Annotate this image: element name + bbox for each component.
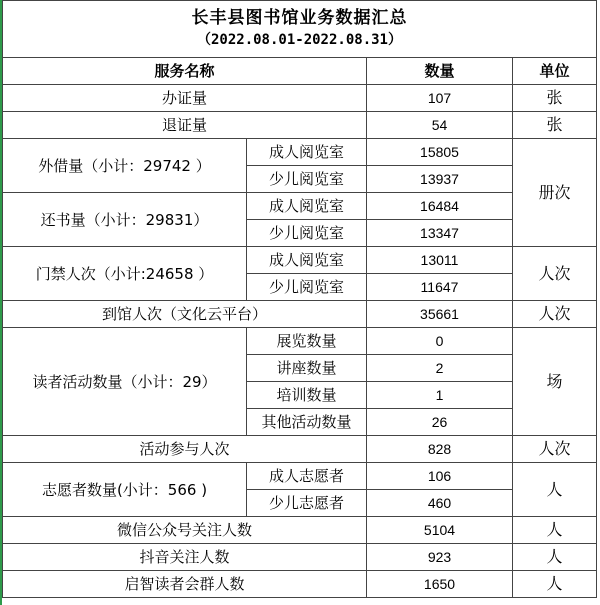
row-label: 退证量 [3,112,367,139]
row-value: 13937 [367,166,513,193]
sub-label: 少儿阅览室 [247,166,367,193]
page-title: 长丰县图书馆业务数据汇总 [191,8,408,28]
row-value: 26 [367,409,513,436]
row-value: 828 [367,436,513,463]
row-label: 到馆人次（文化云平台） [3,301,367,328]
group-label: 读者活动数量（小计：29） [3,328,247,436]
row-value: 11647 [367,274,513,301]
row-value: 35661 [367,301,513,328]
row-value: 13011 [367,247,513,274]
header-name: 服务名称 [3,58,367,85]
table-row [3,463,597,490]
sub-label: 成人阅览室 [247,247,367,274]
row-value: 5104 [367,517,513,544]
group-unit: 场 [513,328,597,436]
row-value: 13347 [367,220,513,247]
group-label: 外借量（小计：29742 ） [3,139,247,193]
table-row [3,328,597,355]
table-row [3,436,597,463]
group-label: 还书量（小计：29831） [3,193,247,247]
row-value: 16484 [367,193,513,220]
title-cell [3,1,597,58]
sub-label: 成人阅览室 [247,139,367,166]
sub-label: 成人阅览室 [247,193,367,220]
row-value: 460 [367,490,513,517]
sub-label: 少儿志愿者 [247,490,367,517]
table-row [3,517,597,544]
row-value: 923 [367,544,513,571]
table-row [3,193,597,220]
table-row [3,301,597,328]
group-label: 门禁人次（小计:24658 ） [3,247,247,301]
table-row [3,85,597,112]
group-unit: 人次 [513,247,597,301]
group-unit: 人 [513,463,597,517]
sub-label: 少儿阅览室 [247,220,367,247]
table-row [3,139,597,166]
period-subtitle: （2022.08.01-2022.08.31） [196,32,402,48]
row-value: 0 [367,328,513,355]
row-unit: 张 [513,85,597,112]
sub-label: 展览数量 [247,328,367,355]
row-unit: 人次 [513,301,597,328]
sub-label: 讲座数量 [247,355,367,382]
row-unit: 人次 [513,436,597,463]
row-label: 启智读者会群人数 [3,571,367,598]
row-value: 1 [367,382,513,409]
row-unit: 人 [513,517,597,544]
table-row [3,544,597,571]
table-row [3,571,597,598]
header-row [3,58,597,85]
group-unit: 册次 [513,139,597,247]
row-unit: 人 [513,544,597,571]
row-value: 1650 [367,571,513,598]
table-row [3,247,597,274]
sub-label: 培训数量 [247,382,367,409]
row-label: 微信公众号关注人数 [3,517,367,544]
summary-table [2,0,597,598]
header-count: 数量 [367,58,513,85]
title-row [3,1,597,58]
data-sheet [2,0,596,598]
sub-label: 成人志愿者 [247,463,367,490]
row-label: 抖音关注人数 [3,544,367,571]
table-row [3,112,597,139]
row-value: 2 [367,355,513,382]
row-value: 54 [367,112,513,139]
row-unit: 张 [513,112,597,139]
row-value: 106 [367,463,513,490]
row-unit: 人 [513,571,597,598]
row-value: 15805 [367,139,513,166]
row-label: 办证量 [3,85,367,112]
sub-label: 少儿阅览室 [247,274,367,301]
header-unit: 单位 [513,58,597,85]
row-value: 107 [367,85,513,112]
row-label: 活动参与人次 [3,436,367,463]
sub-label: 其他活动数量 [247,409,367,436]
group-label: 志愿者数量(小计：566 ) [3,463,247,517]
